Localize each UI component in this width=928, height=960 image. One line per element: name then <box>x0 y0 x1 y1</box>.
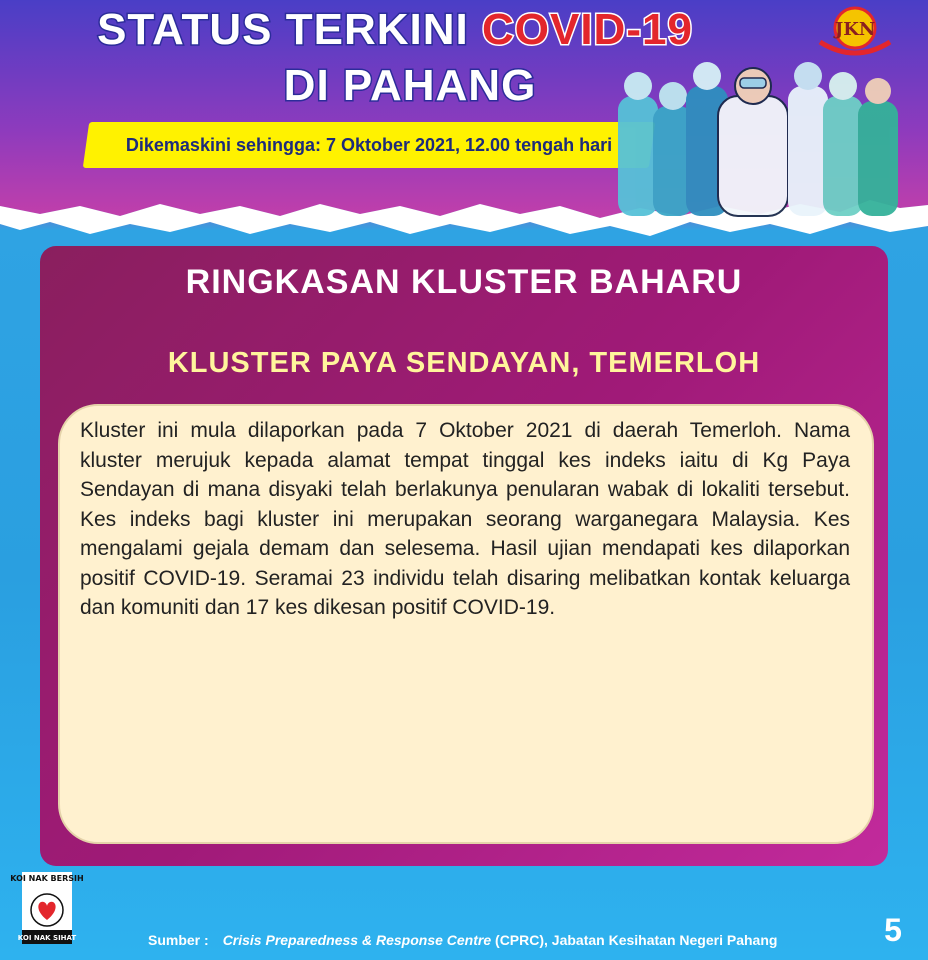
updated-text: Dikemaskini sehingga: 7 Oktober 2021, 12.00 tengah hari <box>125 134 613 155</box>
cluster-description: Kluster ini mula dilaporkan pada 7 Oktober 2021 di daerah Temerloh. Nama kluster merujuk kepada alamat tempat tinggal kes indeks iaitu di Kg Paya Sendayan di mana disyaki telah berlakunya penularan wabak di lokaliti tersebut. Kes indeks bagi kluster ini merupakan seorang warganegara Malaysia. Kes mengalami gejala demam dan selesema. Hasil ujian mendapati kes dilaporkan positif COVID-19. Seramai 23 individu telah disaring melibatkan kontak keluarga dan komuniti dan 17 kes dikesan positif COVID-19. <box>80 419 850 619</box>
svg-text:KOI NAK BERSIH: KOI NAK BERSIH <box>10 874 84 883</box>
jkn-logo-icon <box>810 2 900 62</box>
svg-text:JKN: JKN <box>834 19 876 40</box>
health-workers-illustration-icon <box>608 56 908 216</box>
panel-title: RINGKASAN KLUSTER BAHARU <box>185 263 743 301</box>
page-title-line2: DI PAHANG <box>283 61 537 110</box>
source-credit: Sumber : Crisis Preparedness & Response Centre (CPRC), Jabatan Kesihatan Negeri Pahang <box>148 932 778 948</box>
svg-text:KOI NAK SIHAT: KOI NAK SIHAT <box>17 934 77 942</box>
page-title-line1: STATUS TERKINI COVID-19 <box>97 5 693 54</box>
page-number: 5 <box>884 912 902 948</box>
koi-nak-sihat-logo-icon <box>10 872 84 944</box>
cluster-name: KLUSTER PAYA SENDAYAN, TEMERLOH <box>167 347 761 379</box>
